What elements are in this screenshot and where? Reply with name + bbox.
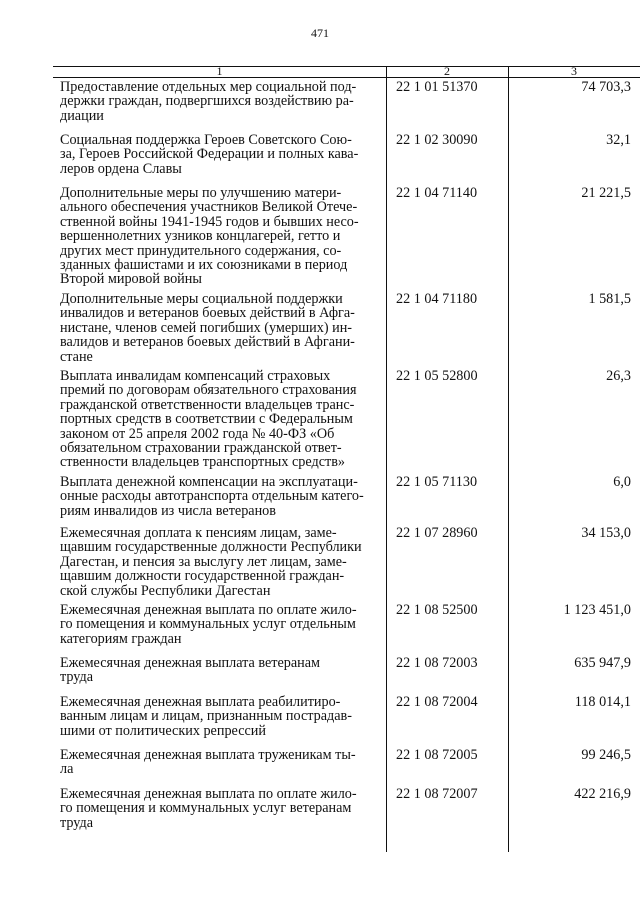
row-code: 22 1 08 52500 [396, 602, 478, 618]
row-code: 22 1 08 72003 [396, 655, 478, 671]
column-header-3: 3 [571, 64, 577, 78]
row-description: Дополнительные меры по улучшению матери- ального обеспечения участников Великой Отече- ственной войны 1941-1945 годов и бывших несо- вершеннолетних узников концлагерей, гетто и других мест принудительного содержания, со- зданных фашистами и их союзниками в период Второй мировой войны [60, 185, 359, 288]
row-amount: 1 123 451,0 [563, 602, 631, 618]
row-amount: 32,1 [606, 132, 631, 148]
row-amount: 34 153,0 [581, 525, 631, 541]
row-description: Ежемесячная денежная выплата по оплате жило- го помещения и коммунальных услуг отдельным категориям граждан [60, 602, 357, 647]
row-description: Социальная поддержка Героев Советского Сою- за, Героев Российской Федерации и полных кава- леров ордена Славы [60, 132, 359, 177]
row-amount: 21 221,5 [581, 185, 631, 201]
row-code: 22 1 04 71140 [396, 185, 478, 201]
row-code: 22 1 05 71130 [396, 474, 478, 490]
row-description: Ежемесячная денежная выплата ветеранам труда [60, 655, 321, 686]
row-amount: 74 703,3 [581, 79, 631, 95]
row-amount: 99 246,5 [581, 747, 631, 763]
row-amount: 422 216,9 [574, 786, 631, 802]
row-code: 22 1 02 30090 [396, 132, 478, 148]
column-divider [508, 66, 509, 852]
column-header-2: 2 [444, 64, 450, 78]
page-number: 471 [311, 26, 329, 40]
row-amount: 1 581,5 [588, 291, 631, 307]
row-code: 22 1 08 72005 [396, 747, 478, 763]
row-description: Ежемесячная денежная выплата труженикам ты- ла [60, 747, 356, 778]
row-amount: 26,3 [606, 368, 631, 384]
row-code: 22 1 08 72004 [396, 694, 478, 710]
row-description: Предоставление отдельных мер социальной под- держки граждан, подвергшихся воздействию ра- диации [60, 79, 357, 124]
column-header-1: 1 [216, 64, 223, 78]
row-description: Дополнительные меры социальной поддержки инвалидов и ветеранов боевых действий в Афга- нистане, членов семей погибших (умерших) ин- валидов и ветеранов боевых действий в Афгани- стане [60, 291, 355, 365]
row-description: Ежемесячная доплата к пенсиям лицам, заме- щавшим государственные должности Республики Дагестан, и пенсия за выслугу лет лицам, заме- щавшим должности государственной граждан- ской службы Республики Дагестан [60, 525, 362, 599]
row-amount: 6,0 [613, 474, 631, 490]
row-code: 22 1 08 72007 [396, 786, 478, 802]
row-code: 22 1 04 71180 [396, 291, 478, 307]
row-code: 22 1 05 52800 [396, 368, 478, 384]
row-description: Ежемесячная денежная выплата реабилитиро- ванным лицам и лицам, признанным пострадав- шими от политических репрессий [60, 694, 352, 739]
column-divider [386, 66, 387, 852]
row-description: Ежемесячная денежная выплата по оплате жило- го помещения и коммунальных услуг ветеранам труда [60, 786, 357, 831]
row-description: Выплата денежной компенсации на эксплуатаци- онные расходы автотранспорта отдельным катего- риям инвалидов из числа ветеранов [60, 474, 364, 519]
row-code: 22 1 01 51370 [396, 79, 478, 95]
budget-table [53, 66, 640, 852]
row-amount: 635 947,9 [574, 655, 631, 671]
row-description: Выплата инвалидам компенсаций страховых премий по договорам обязательного страхования гражданской ответственности владельцев транс- портных средств в соответствии с Федеральным законом от 25 апреля 2002 года № 40-ФЗ «Об обязательном страховании гражданской ответ- ственности владельцев транспортных средств» [60, 368, 357, 471]
row-amount: 118 014,1 [574, 694, 631, 710]
row-code: 22 1 07 28960 [396, 525, 478, 541]
